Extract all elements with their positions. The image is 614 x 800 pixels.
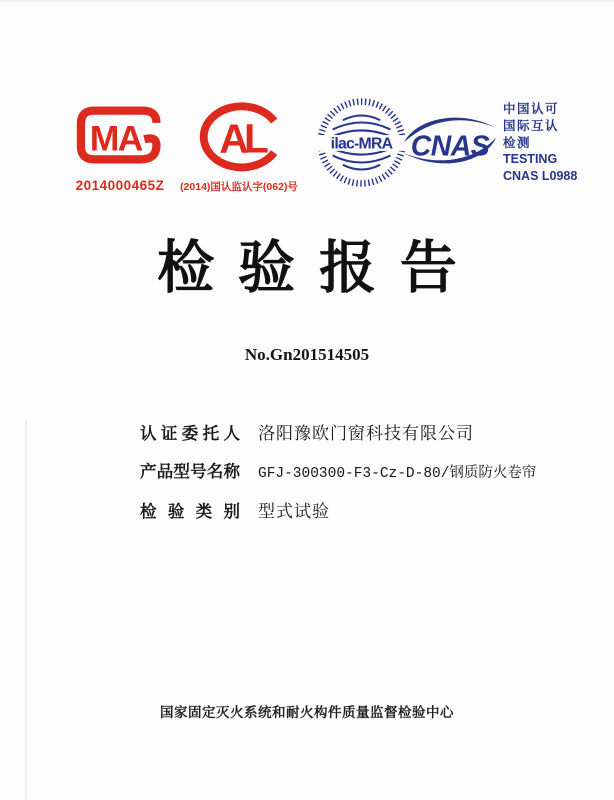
field-value-test-category: 型式试验 [258, 502, 330, 521]
ilac-mra-logo-icon [315, 96, 408, 189]
field-value-client: 洛阳豫欧门窗科技有限公司 [258, 424, 474, 443]
cnas-line-5: CNAS L0988 [503, 169, 578, 184]
report-fields [140, 419, 536, 536]
issuing-organization: 国家固定灭火系统和耐火构件质量监督检验中心 [160, 705, 454, 720]
cal-reg-number: (2014)国认监认字(062)号 [180, 181, 298, 193]
cnas-letters: CNAS [410, 130, 490, 163]
field-label-client: 认证委托人 [140, 424, 240, 443]
report-title: 检验报告 [157, 236, 481, 300]
scan-artifact-left [25, 420, 27, 800]
ilac-mra-label: ilac-MRA [330, 135, 393, 153]
cnas-line-1: 中国认可 [503, 102, 560, 116]
field-label-test-category: 检验类别 [140, 502, 240, 521]
cnas-logo-icon [401, 112, 499, 170]
cma-reg-number: 2014000465Z [75, 178, 165, 193]
ilac-mra-mark [315, 96, 408, 194]
field-row-test-category [140, 497, 536, 521]
cal-mark [180, 98, 298, 194]
field-row-product-model [140, 458, 537, 482]
cnas-line-4: TESTING [503, 152, 558, 167]
cnas-line-2: 国际互认 [503, 118, 560, 133]
report-number: No.Gn201514505 [244, 345, 370, 364]
cma-logo-icon [72, 102, 168, 168]
field-label-product-model: 产品型号名称 [140, 462, 240, 481]
field-row-client [140, 419, 536, 443]
cma-letters: MA [89, 118, 142, 159]
cal-letters: AL [219, 115, 265, 162]
cnas-mark [401, 112, 499, 175]
cnas-line-3: 检测 [503, 135, 532, 150]
cnas-accreditation-text [503, 101, 577, 185]
cma-mark [72, 102, 168, 193]
field-value-product-model: GFJ-300300-F3-Cz-D-80/钢质防火卷帘 [258, 466, 537, 482]
cal-logo-icon [188, 98, 290, 172]
scan-artifact-top [0, 0, 614, 2]
